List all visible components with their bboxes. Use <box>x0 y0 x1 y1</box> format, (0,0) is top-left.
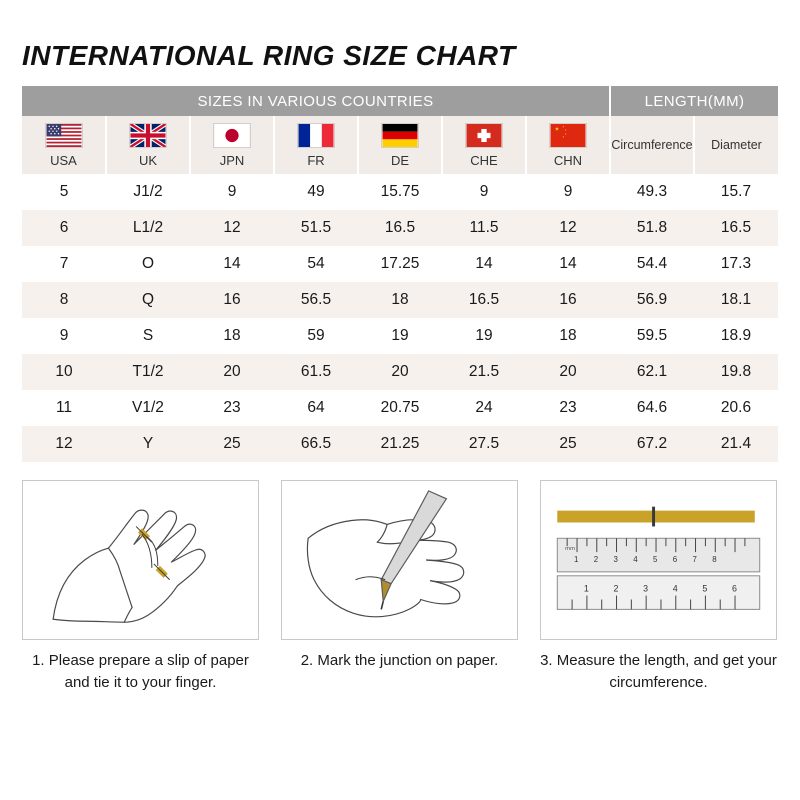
cell-uk: Q <box>106 282 190 318</box>
flag-france-icon <box>297 123 335 148</box>
cell-usa: 12 <box>22 426 106 462</box>
cell-che: 11.5 <box>442 210 526 246</box>
svg-text:1: 1 <box>583 583 589 594</box>
cell-che: 21.5 <box>442 354 526 390</box>
group-header-countries: SIZES IN VARIOUS COUNTRIES <box>22 86 610 116</box>
column-label-circumference: Circumference <box>611 138 693 152</box>
svg-text:8: 8 <box>712 554 717 564</box>
svg-text:6: 6 <box>672 554 678 564</box>
cell-jpn: 16 <box>190 282 274 318</box>
cell-usa: 7 <box>22 246 106 282</box>
column-label-diameter: Diameter <box>711 138 762 152</box>
cell-che: 16.5 <box>442 282 526 318</box>
cell-usa: 5 <box>22 174 106 210</box>
cell-fr: 56.5 <box>274 282 358 318</box>
column-code-usa: USA <box>50 152 77 168</box>
cell-che: 14 <box>442 246 526 282</box>
table-row <box>22 354 778 390</box>
cell-jpn: 12 <box>190 210 274 246</box>
flag-germany-icon <box>381 123 419 148</box>
cell-chn: 14 <box>526 246 610 282</box>
column-header-fr <box>274 116 358 174</box>
column-header-uk <box>106 116 190 174</box>
step-2 <box>281 480 518 694</box>
cell-fr: 59 <box>274 318 358 354</box>
step-3-drawing <box>541 481 776 639</box>
cell-de: 16.5 <box>358 210 442 246</box>
cell-diameter: 18.9 <box>694 318 778 354</box>
cell-circumference: 54.4 <box>610 246 694 282</box>
svg-text:5: 5 <box>702 583 708 594</box>
table-row <box>22 210 778 246</box>
svg-text:4: 4 <box>633 554 638 564</box>
cell-usa: 10 <box>22 354 106 390</box>
cell-chn: 23 <box>526 390 610 426</box>
cell-diameter: 18.1 <box>694 282 778 318</box>
table-row <box>22 282 778 318</box>
cell-chn: 12 <box>526 210 610 246</box>
column-code-uk: UK <box>138 152 158 168</box>
cell-chn: 9 <box>526 174 610 210</box>
table-row <box>22 426 778 462</box>
cell-jpn: 25 <box>190 426 274 462</box>
cell-circumference: 64.6 <box>610 390 694 426</box>
cell-de: 18 <box>358 282 442 318</box>
table-row <box>22 174 778 210</box>
column-header-che <box>442 116 526 174</box>
step-1-drawing <box>23 481 258 639</box>
cell-uk: S <box>106 318 190 354</box>
column-header-circumference <box>610 116 694 174</box>
cell-jpn: 20 <box>190 354 274 390</box>
cell-che: 24 <box>442 390 526 426</box>
hand-marking-paper-with-pen-illustration <box>281 480 518 640</box>
column-code-fr: FR <box>307 152 325 168</box>
svg-text:3: 3 <box>643 583 649 594</box>
cell-uk: J1/2 <box>106 174 190 210</box>
flag-switzerland-icon <box>465 123 503 148</box>
cell-chn: 16 <box>526 282 610 318</box>
svg-text:6: 6 <box>732 583 738 594</box>
flag-uk-icon <box>129 123 167 148</box>
cell-diameter: 21.4 <box>694 426 778 462</box>
column-code-che: CHE <box>470 152 498 168</box>
cell-de: 20 <box>358 354 442 390</box>
cell-diameter: 19.8 <box>694 354 778 390</box>
column-code-chn: CHN <box>553 152 583 168</box>
table-row <box>22 318 778 354</box>
svg-text:1: 1 <box>574 554 579 564</box>
cell-diameter: 17.3 <box>694 246 778 282</box>
svg-text:2: 2 <box>613 583 619 594</box>
cell-diameter: 20.6 <box>694 390 778 426</box>
cell-uk: T1/2 <box>106 354 190 390</box>
step-1 <box>22 480 259 694</box>
page-title: INTERNATIONAL RING SIZE CHART <box>22 40 516 71</box>
table-flag-header-row <box>22 116 778 174</box>
cell-che: 19 <box>442 318 526 354</box>
svg-text:mm: mm <box>565 546 576 553</box>
step-2-drawing <box>282 481 517 639</box>
column-code-jpn: JPN <box>219 152 245 168</box>
ring-size-table <box>22 86 778 462</box>
hand-with-paper-strip-illustration <box>22 480 259 640</box>
cell-circumference: 59.5 <box>610 318 694 354</box>
cell-circumference: 56.9 <box>610 282 694 318</box>
svg-text:7: 7 <box>692 554 697 564</box>
step-2-caption: 2. Mark the junction on paper. <box>300 652 499 669</box>
cell-jpn: 9 <box>190 174 274 210</box>
cell-diameter: 16.5 <box>694 210 778 246</box>
step-1-caption: 1. Please prepare a slip of paper and tie it to your finger. <box>32 652 249 691</box>
cell-de: 19 <box>358 318 442 354</box>
cell-fr: 64 <box>274 390 358 426</box>
svg-text:5: 5 <box>653 554 658 564</box>
cell-circumference: 51.8 <box>610 210 694 246</box>
cell-fr: 51.5 <box>274 210 358 246</box>
cell-chn: 25 <box>526 426 610 462</box>
column-header-jpn <box>190 116 274 174</box>
svg-text:4: 4 <box>672 583 678 594</box>
cell-uk: V1/2 <box>106 390 190 426</box>
column-code-de: DE <box>390 152 410 168</box>
cell-usa: 8 <box>22 282 106 318</box>
cell-fr: 61.5 <box>274 354 358 390</box>
flag-japan-icon <box>213 123 251 148</box>
group-header-length: LENGTH(MM) <box>610 86 778 116</box>
table-row <box>22 390 778 426</box>
cell-fr: 66.5 <box>274 426 358 462</box>
ruler-measuring-paper-strip-illustration <box>540 480 777 640</box>
instruction-steps <box>22 480 778 694</box>
svg-text:3: 3 <box>613 554 618 564</box>
table-group-header-row <box>22 86 778 116</box>
table-row <box>22 246 778 282</box>
cell-diameter: 15.7 <box>694 174 778 210</box>
column-header-usa <box>22 116 106 174</box>
cell-usa: 6 <box>22 210 106 246</box>
column-header-diameter <box>694 116 778 174</box>
cell-che: 27.5 <box>442 426 526 462</box>
cell-uk: L1/2 <box>106 210 190 246</box>
cell-che: 9 <box>442 174 526 210</box>
cell-uk: Y <box>106 426 190 462</box>
flag-usa-icon <box>45 123 83 148</box>
flag-china-icon <box>549 123 587 148</box>
cell-circumference: 67.2 <box>610 426 694 462</box>
cell-usa: 11 <box>22 390 106 426</box>
column-header-chn <box>526 116 610 174</box>
svg-text:2: 2 <box>593 554 599 564</box>
cell-chn: 18 <box>526 318 610 354</box>
column-header-de <box>358 116 442 174</box>
cell-jpn: 18 <box>190 318 274 354</box>
cell-fr: 49 <box>274 174 358 210</box>
cell-usa: 9 <box>22 318 106 354</box>
step-3 <box>540 480 777 694</box>
cell-circumference: 62.1 <box>610 354 694 390</box>
cell-de: 17.25 <box>358 246 442 282</box>
cell-chn: 20 <box>526 354 610 390</box>
cell-fr: 54 <box>274 246 358 282</box>
cell-de: 21.25 <box>358 426 442 462</box>
cell-de: 20.75 <box>358 390 442 426</box>
cell-de: 15.75 <box>358 174 442 210</box>
cell-uk: O <box>106 246 190 282</box>
step-3-caption: 3. Measure the length, and get your circumference. <box>540 652 777 691</box>
cell-jpn: 14 <box>190 246 274 282</box>
cell-circumference: 49.3 <box>610 174 694 210</box>
cell-jpn: 23 <box>190 390 274 426</box>
